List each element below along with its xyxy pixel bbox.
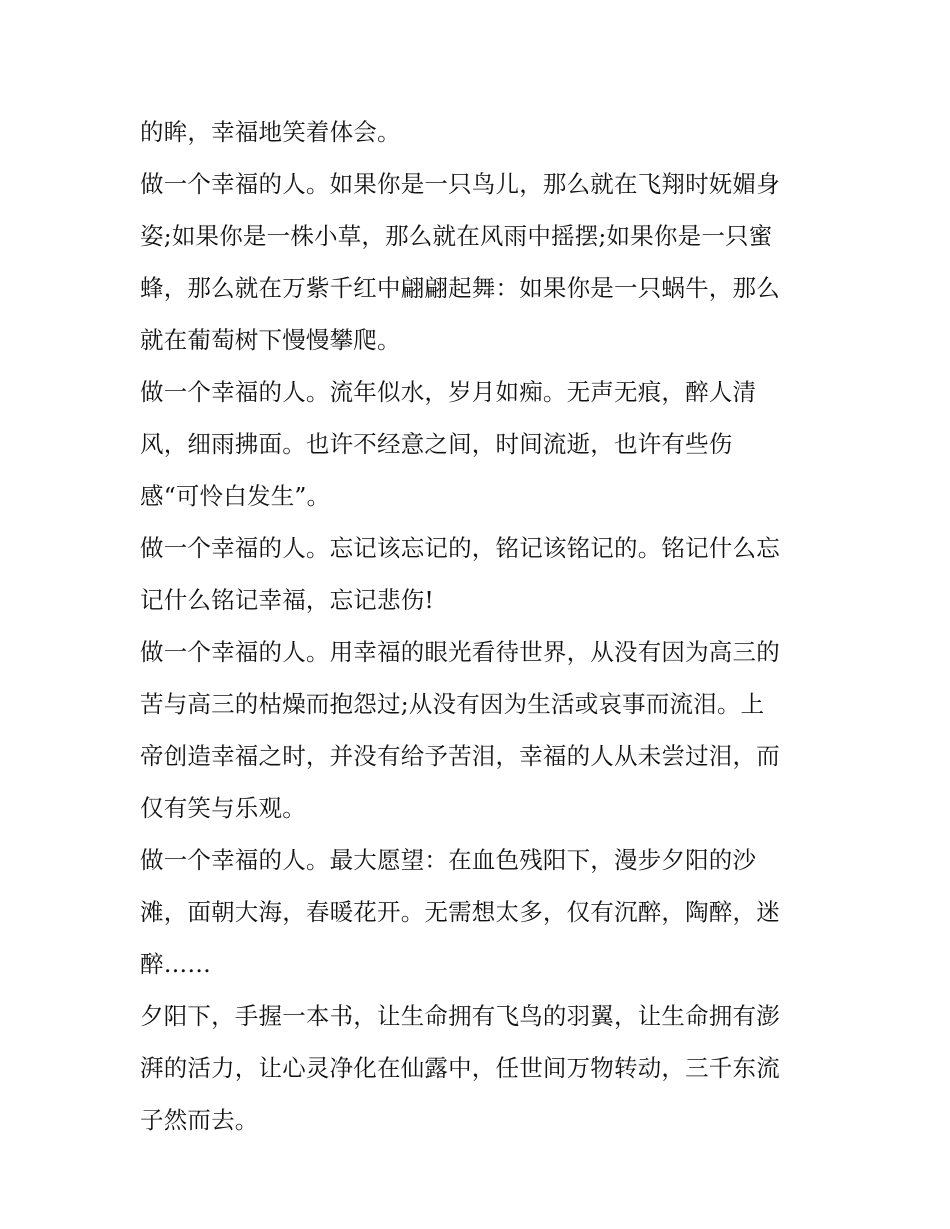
- text-line: 子然而去。: [140, 1106, 259, 1134]
- text-line: 做一个幸福的人。忘记该忘记的，铭记该铭记的。铭记什么忘: [140, 534, 780, 562]
- text-line: 滩，面朝大海，春暖花开。无需想太多，仅有沉醉，陶醉，迷: [140, 898, 780, 926]
- text-line: 记什么铭记幸福，忘记悲伤!: [140, 586, 435, 614]
- text-line: 做一个幸福的人。流年似水，岁月如痴。无声无痕，醉人清: [140, 378, 757, 406]
- text-line: 湃的活力，让心灵净化在仙露中，任世间万物转动，三千东流: [140, 1054, 780, 1082]
- body-text: [140, 106, 820, 1146]
- text-line: 夕阳下，手握一本书，让生命拥有飞鸟的羽翼，让生命拥有澎: [140, 1002, 780, 1030]
- text-line: 姿;如果你是一株小草，那么就在风雨中摇摆;如果你是一只蜜: [140, 222, 773, 250]
- text-line: 做一个幸福的人。最大愿望：在血色残阳下，漫步夕阳的沙: [140, 846, 757, 874]
- text-line: 仅有笑与乐观。: [140, 794, 306, 822]
- text-line: 蜂，那么就在万紫千红中翩翩起舞：如果你是一只蜗牛，那么: [140, 274, 780, 302]
- text-line: 做一个幸福的人。用幸福的眼光看待世界，从没有因为高三的: [140, 638, 780, 666]
- text-line: 醉……: [140, 950, 212, 978]
- text-line: 做一个幸福的人。如果你是一只鸟儿，那么就在飞翔时妩媚身: [140, 170, 780, 198]
- text-line: 帝创造幸福之时，并没有给予苦泪，幸福的人从未尝过泪，而: [140, 742, 780, 770]
- text-line: 感“可怜白发生”。: [140, 482, 331, 510]
- text-line: 就在葡萄树下慢慢攀爬。: [140, 326, 401, 354]
- text-line: 的眸，幸福地笑着体会。: [140, 118, 401, 146]
- text-line: 风，细雨拂面。也许不经意之间，时间流逝，也许有些伤: [140, 430, 733, 458]
- text-line: 苦与高三的枯燥而抱怨过;从没有因为生活或哀事而流泪。上: [140, 690, 765, 718]
